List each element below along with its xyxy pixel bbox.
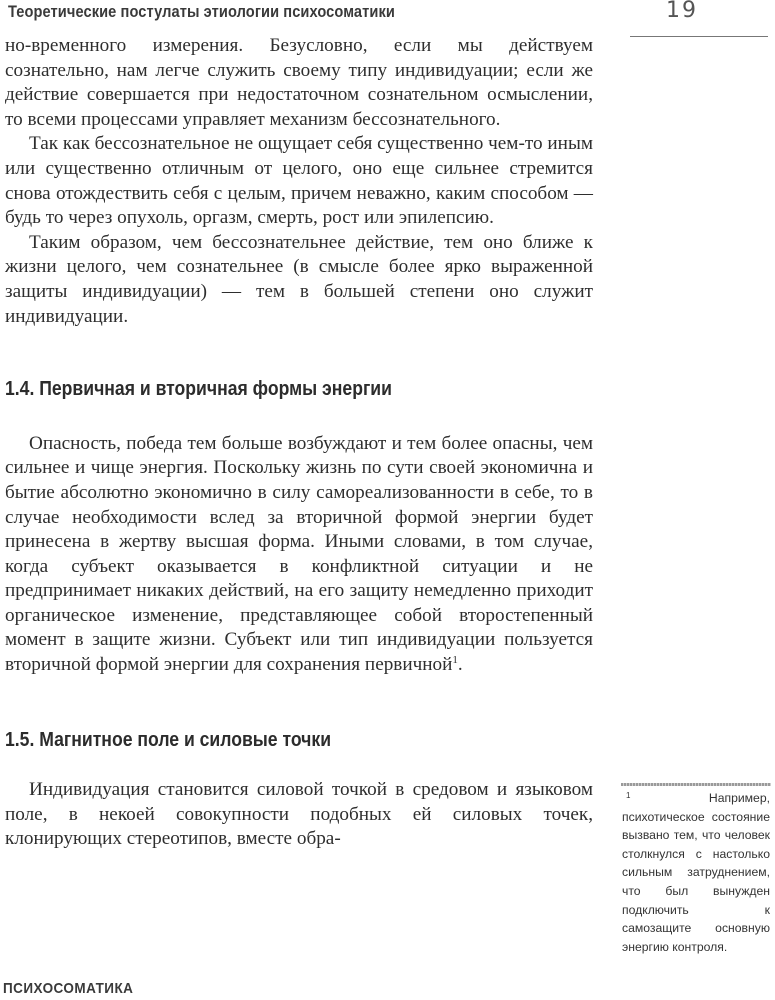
paragraph-4-text: Опасность, победа тем больше возбуждают и тем более опасны, чем сильнее и чище энергия. Поскольку жизнь по сути своей экономична и бытие абсолютно экономично в силу самореализованности в себе, то в случае необходимости вслед за вторичной формой энергии будет принесена в жертву высшая форма. Иными словами, в том случае, когда субъект оказывается в конфликтной ситуации и не предпринимает никаких действий, на его защиту немедленно приходит органическое изменение, представляющее собой второстепенный момент в защите жизни. Субъект или тип индивидуации пользуется вторичной формой энергии для сохранения первичной bbox=[5, 432, 593, 676]
section-heading-1-5: 1.5. Магнитное поле и силовые точки bbox=[5, 728, 332, 751]
header-rule bbox=[630, 36, 768, 37]
paragraph-5: Индивидуация становится силовой точкой в средовом и языковом поле, в некоей совокупности подобных ей силовых точек, клонирующих стереотипов, вместе обра- bbox=[5, 779, 593, 850]
footnote-1 bbox=[622, 789, 770, 956]
footnote-text: Например, психотическое состояние вызвано тем, что человек столкнулся с настолько сильным затруднением, что был вынужден подключить к самозащите основную энергию контроля. bbox=[622, 791, 770, 954]
footnote-reference[interactable]: 1 bbox=[452, 654, 458, 667]
paragraph-4: Опасность, победа тем больше возбуждают и тем более опасны, чем сильнее и чище энергия. Поскольку жизнь по сути своей экономична и бытие абсолютно экономично в силу самореализованности в себе, то в случае необходимости вслед за вторичной формой энергии будет принесена в жертву высшая форма. Иными словами, в том случае, когда субъект оказывается в конфликтной ситуации и не предпринимает никаких действий, на его защиту немедленно приходит органическое изменение, представляющее собой второстепенный момент в защите жизни. Субъект или тип индивидуации пользуется вторичной формой энергии для сохранения первичной$^1$. bbox=[5, 432, 593, 676]
page-number: 19 bbox=[666, 0, 698, 23]
paragraph-3: Таким образом, чем бессознательнее действие, тем оно ближе к жизни целого, чем сознательнее (в смысле более ярко выраженной защиты индивидуации) — тем в большей степени оно служит индивидуации. bbox=[5, 231, 593, 327]
section-heading-1-4: 1.4. Первичная и вторичная формы энергии bbox=[5, 378, 392, 401]
running-foot: ПСИХОСОМАТИКА bbox=[3, 980, 134, 997]
footnote-mark: 1 bbox=[626, 791, 631, 800]
footnote-rule bbox=[621, 783, 771, 786]
paragraph-2: Так как бессознательное не ощущает себя существенно чем-то иным или существенно отличным от целого, оно еще сильнее стремится снова отождествить себя с целым, причем неважно, каким способом — будь то через опухоль, оргазм, смерть, рост или эпилепсию. bbox=[5, 133, 593, 229]
main-text-column bbox=[5, 34, 593, 852]
paragraph-1: но-временного измерения. Безусловно, если мы действуем сознательно, нам легче служить своему типу индивидуации; если же действие совершается при недостаточном сознательном осмыслении, то всеми процессами управляет механизм бессознательного. bbox=[5, 35, 593, 130]
running-head-title: Теоретические постулаты этиологии психосоматики bbox=[8, 2, 395, 21]
